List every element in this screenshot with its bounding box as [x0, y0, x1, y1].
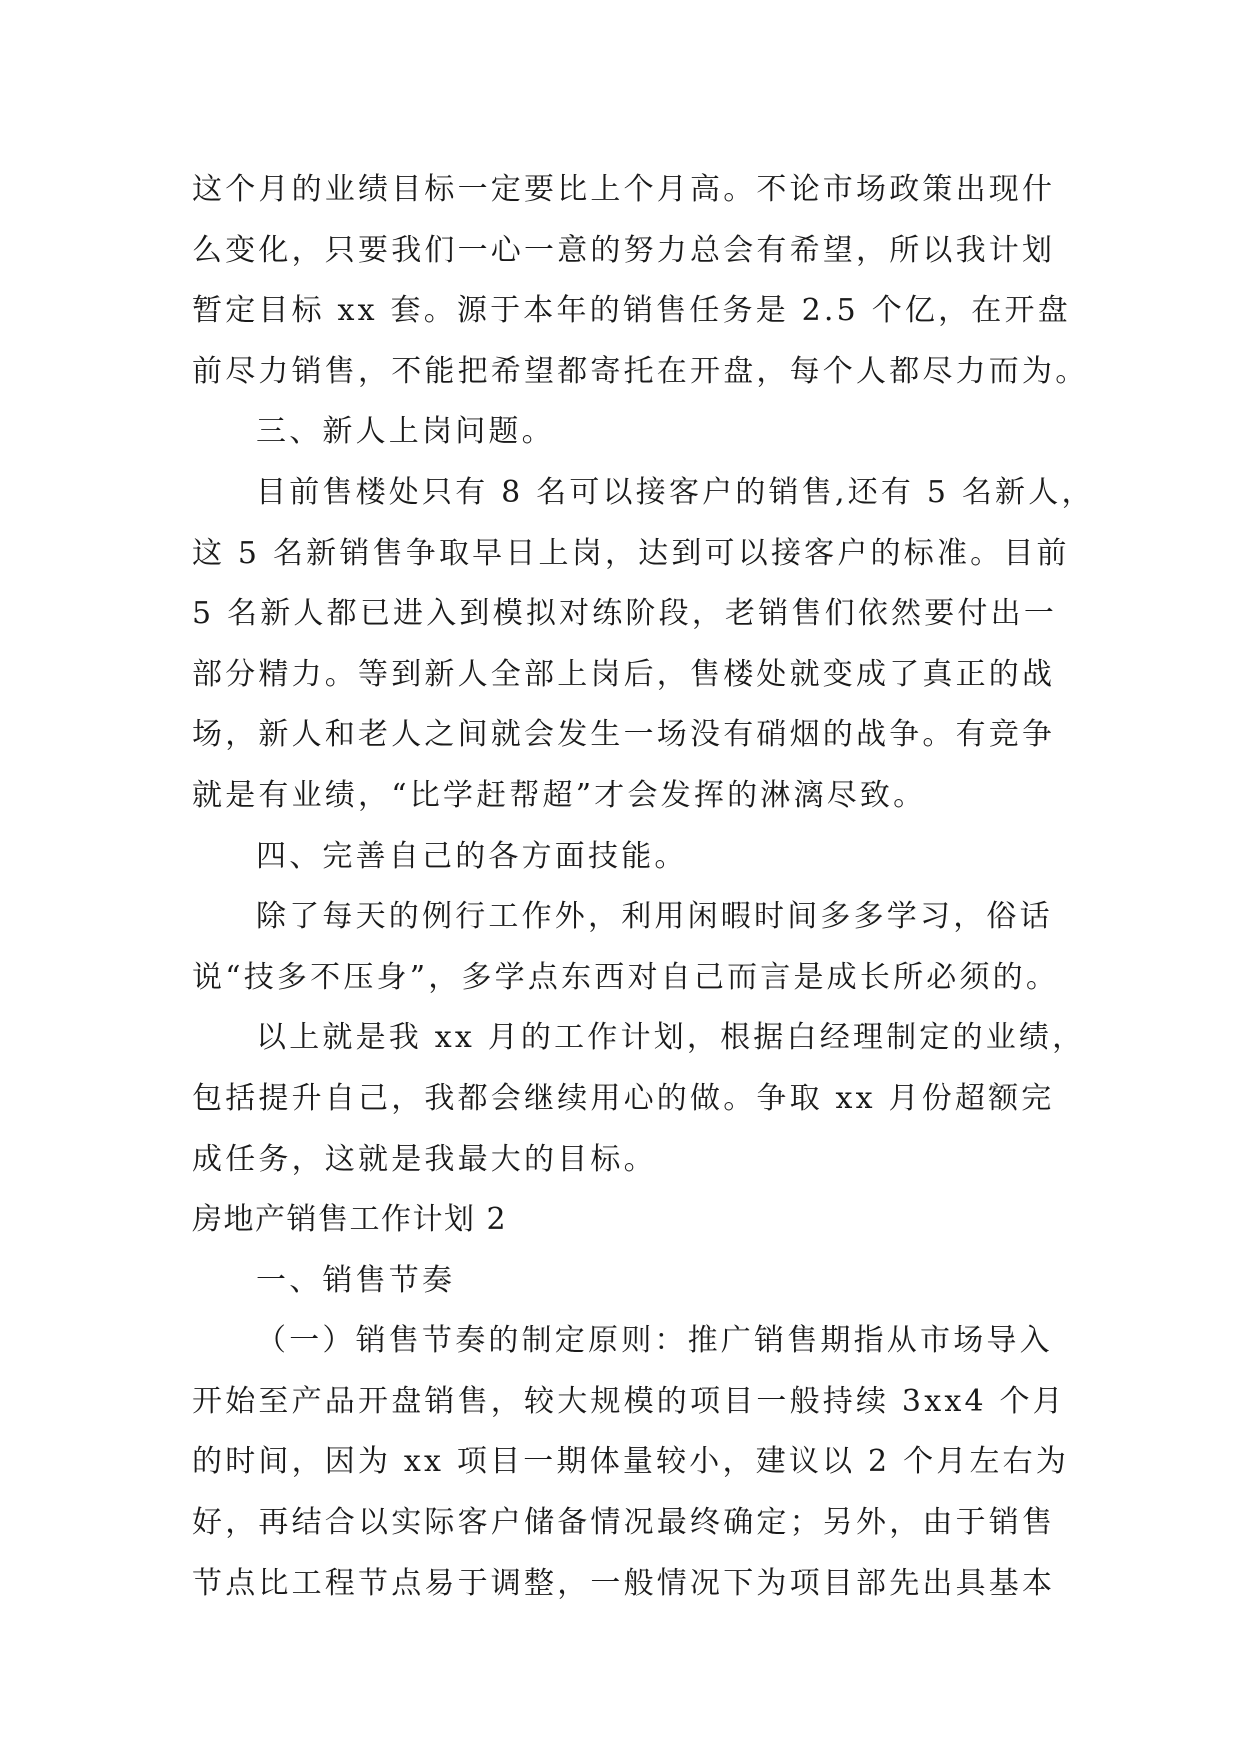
- text-line: 部分精力。等到新人全部上岗后，售楼处就变成了真正的战: [192, 656, 1056, 692]
- text-line: 以上就是我 xx 月的工作计划，根据白经理制定的业绩，: [256, 1020, 1086, 1056]
- text-line: 么变化，只要我们一心一意的努力总会有希望，所以我计划: [192, 232, 1056, 268]
- text-line: 这个月的业绩目标一定要比上个月高。不论市场政策出现什: [192, 172, 1056, 207]
- text-line: 包括提升自己，我都会继续用心的做。争取 xx 月份超额完: [192, 1080, 1055, 1116]
- text-line: 5 名新人都已进入到模拟对练阶段，老销售们依然要付出一: [192, 596, 1058, 632]
- text-line: 好，再结合以实际客户储备情况最终确定；另外，由于销售: [192, 1505, 1056, 1541]
- text-line: 的时间，因为 xx 项目一期体量较小，建议以 2 个月左右为: [192, 1444, 1070, 1480]
- text-line: 暂定目标 xx 套。源于本年的销售任务是 2.5 个亿，在开盘: [192, 293, 1071, 329]
- text-line: 目前售楼处只有 8 名可以接客户的销售,还有 5 名新人，: [256, 474, 1095, 510]
- document-body: [192, 160, 1095, 1614]
- text-line: 说“技多不压身”，多学点东西对自己而言是成长所必须的。: [192, 959, 1060, 995]
- text-line: 成任务，这就是我最大的目标。: [192, 1141, 657, 1177]
- text-line: 除了每天的例行工作外，利用闲暇时间多多学习，俗话: [256, 899, 1053, 935]
- text-line: 节点比工程节点易于调整，一般情况下为项目部先出具基本: [192, 1565, 1056, 1601]
- text-line: 三、新人上岗问题。: [256, 414, 555, 450]
- text-line: 就是有业绩，“比学赶帮超”才会发挥的淋漓尽致。: [192, 777, 927, 813]
- text-line: （一）销售节奏的制定原则：推广销售期指从市场导入: [256, 1323, 1053, 1359]
- text-line: 四、完善自己的各方面技能。: [256, 838, 688, 874]
- section-title: 房地产销售工作计划 2: [192, 1202, 508, 1238]
- text-line: 场，新人和老人之间就会发生一场没有硝烟的战争。有竞争: [192, 717, 1056, 753]
- text-line: 这 5 名新销售争取早日上岗，达到可以接客户的标准。目前: [192, 535, 1070, 571]
- text-line: 开始至产品开盘销售，较大规模的项目一般持续 3xx4 个月: [192, 1383, 1066, 1419]
- text-line: 前尽力销售，不能把希望都寄托在开盘，每个人都尽力而为。: [192, 353, 1089, 389]
- text-line: 一、销售节奏: [256, 1262, 456, 1298]
